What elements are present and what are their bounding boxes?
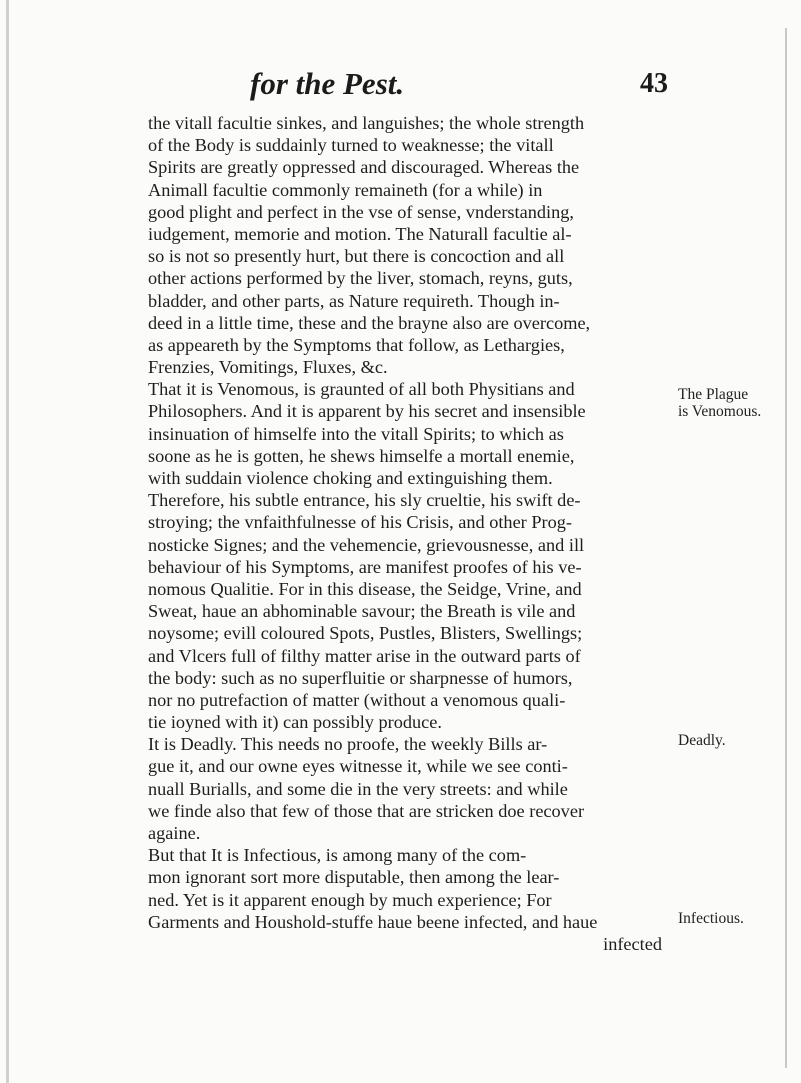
text-line: and Vlcers full of filthy matter arise in the outward parts of	[148, 645, 581, 666]
text-line: tie ioyned with it) can possibly produce.	[148, 712, 442, 733]
text-line: That it is Venomous, is graunted of all both Physitians and	[148, 379, 575, 400]
text-line: noysome; evill coloured Spots, Pustles, Blisters, Swellings;	[148, 623, 583, 644]
page-header	[250, 66, 770, 106]
text-line: nosticke Signes; and the vehemencie, grievousnesse, and ill	[148, 534, 585, 555]
text-line: other actions performed by the liver, stomach, reyns, guts,	[148, 268, 573, 289]
text-line: It is Deadly. This needs no proofe, the weekly Bills ar-	[148, 734, 548, 755]
text-line: good plight and perfect in the vse of sense, vnderstanding,	[148, 201, 574, 222]
margin-note-venomous: is Venomous.	[678, 403, 762, 420]
margin-note-deadly: Deadly.	[678, 732, 726, 749]
text-line: Spirits are greatly oppressed and discouraged. Whereas the	[148, 157, 580, 178]
body-text	[148, 112, 668, 955]
text-line: we finde also that few of those that are stricken doe recover	[148, 800, 585, 821]
text-line: stroying; the vnfaithfulnesse of his Crisis, and other Prog-	[148, 512, 572, 533]
text-line: bladder, and other parts, as Nature requireth. Though in-	[148, 290, 560, 311]
text-line: insinuation of himselfe into the vitall Spirits; to which as	[148, 423, 564, 444]
text-line: as appeareth by the Symptoms that follow, as Lethargies,	[148, 334, 565, 355]
text-line: Sweat, haue an abhominable savour; the Breath is vile and	[148, 601, 576, 622]
text-line: infected	[603, 933, 662, 954]
text-line: Frenzies, Vomitings, Fluxes, &c.	[148, 357, 388, 378]
text-line: behaviour of his Symptoms, are manifest proofes of his ve-	[148, 556, 582, 577]
text-line: nor no putrefaction of matter (without a venomous quali-	[148, 689, 566, 710]
text-line: mon ignorant sort more disputable, then among the lear-	[148, 867, 560, 888]
text-line: soone as he is gotten, he shews himselfe a mortall enemie,	[148, 445, 575, 466]
text-line: nuall Burialls, and some die in the very streets: and while	[148, 778, 568, 799]
text-line: iudgement, memorie and motion. The Naturall facultie al-	[148, 223, 572, 244]
running-head: for the Pest.	[250, 66, 405, 101]
text-line: againe.	[148, 823, 201, 843]
text-line: of the Body is suddainly turned to weaknesse; the vitall	[148, 135, 554, 156]
text-line: nomous Qualitie. For in this disease, the Seidge, Vrine, and	[148, 578, 582, 599]
text-line: Garments and Houshold-stuffe haue beene infected, and haue	[148, 911, 598, 932]
margin-note-infectious: Infectious.	[678, 910, 744, 927]
text-line: the body: such as no superfluitie or sharpnesse of humors,	[148, 667, 573, 688]
text-line: But that It is Infectious, is among many of the com-	[148, 845, 527, 866]
margin-note-plague: The Plague	[678, 386, 749, 403]
text-line: Animall facultie commonly remaineth (for a while) in	[148, 179, 543, 200]
text-line: the vitall facultie sinkes, and languishes; the whole strength	[148, 113, 585, 133]
text-line: Therefore, his subtle entrance, his sly crueltie, his swift de-	[148, 490, 581, 511]
page-number: 43	[640, 68, 668, 99]
text-line: deed in a little time, these and the brayne also are overcome,	[148, 312, 591, 333]
text-line: gue it, and our owne eyes witnesse it, while we see conti-	[148, 756, 568, 777]
page-edge-right	[785, 28, 787, 1068]
text-line: ned. Yet is it apparent enough by much experience; For	[148, 889, 552, 910]
text-line: so is not so presently hurt, but there is concoction and all	[148, 246, 565, 267]
text-line: with suddain violence choking and extinguishing them.	[148, 468, 553, 488]
text-line: Philosophers. And it is apparent by his secret and insensible	[148, 401, 586, 422]
page-edge-left	[6, 0, 9, 1083]
